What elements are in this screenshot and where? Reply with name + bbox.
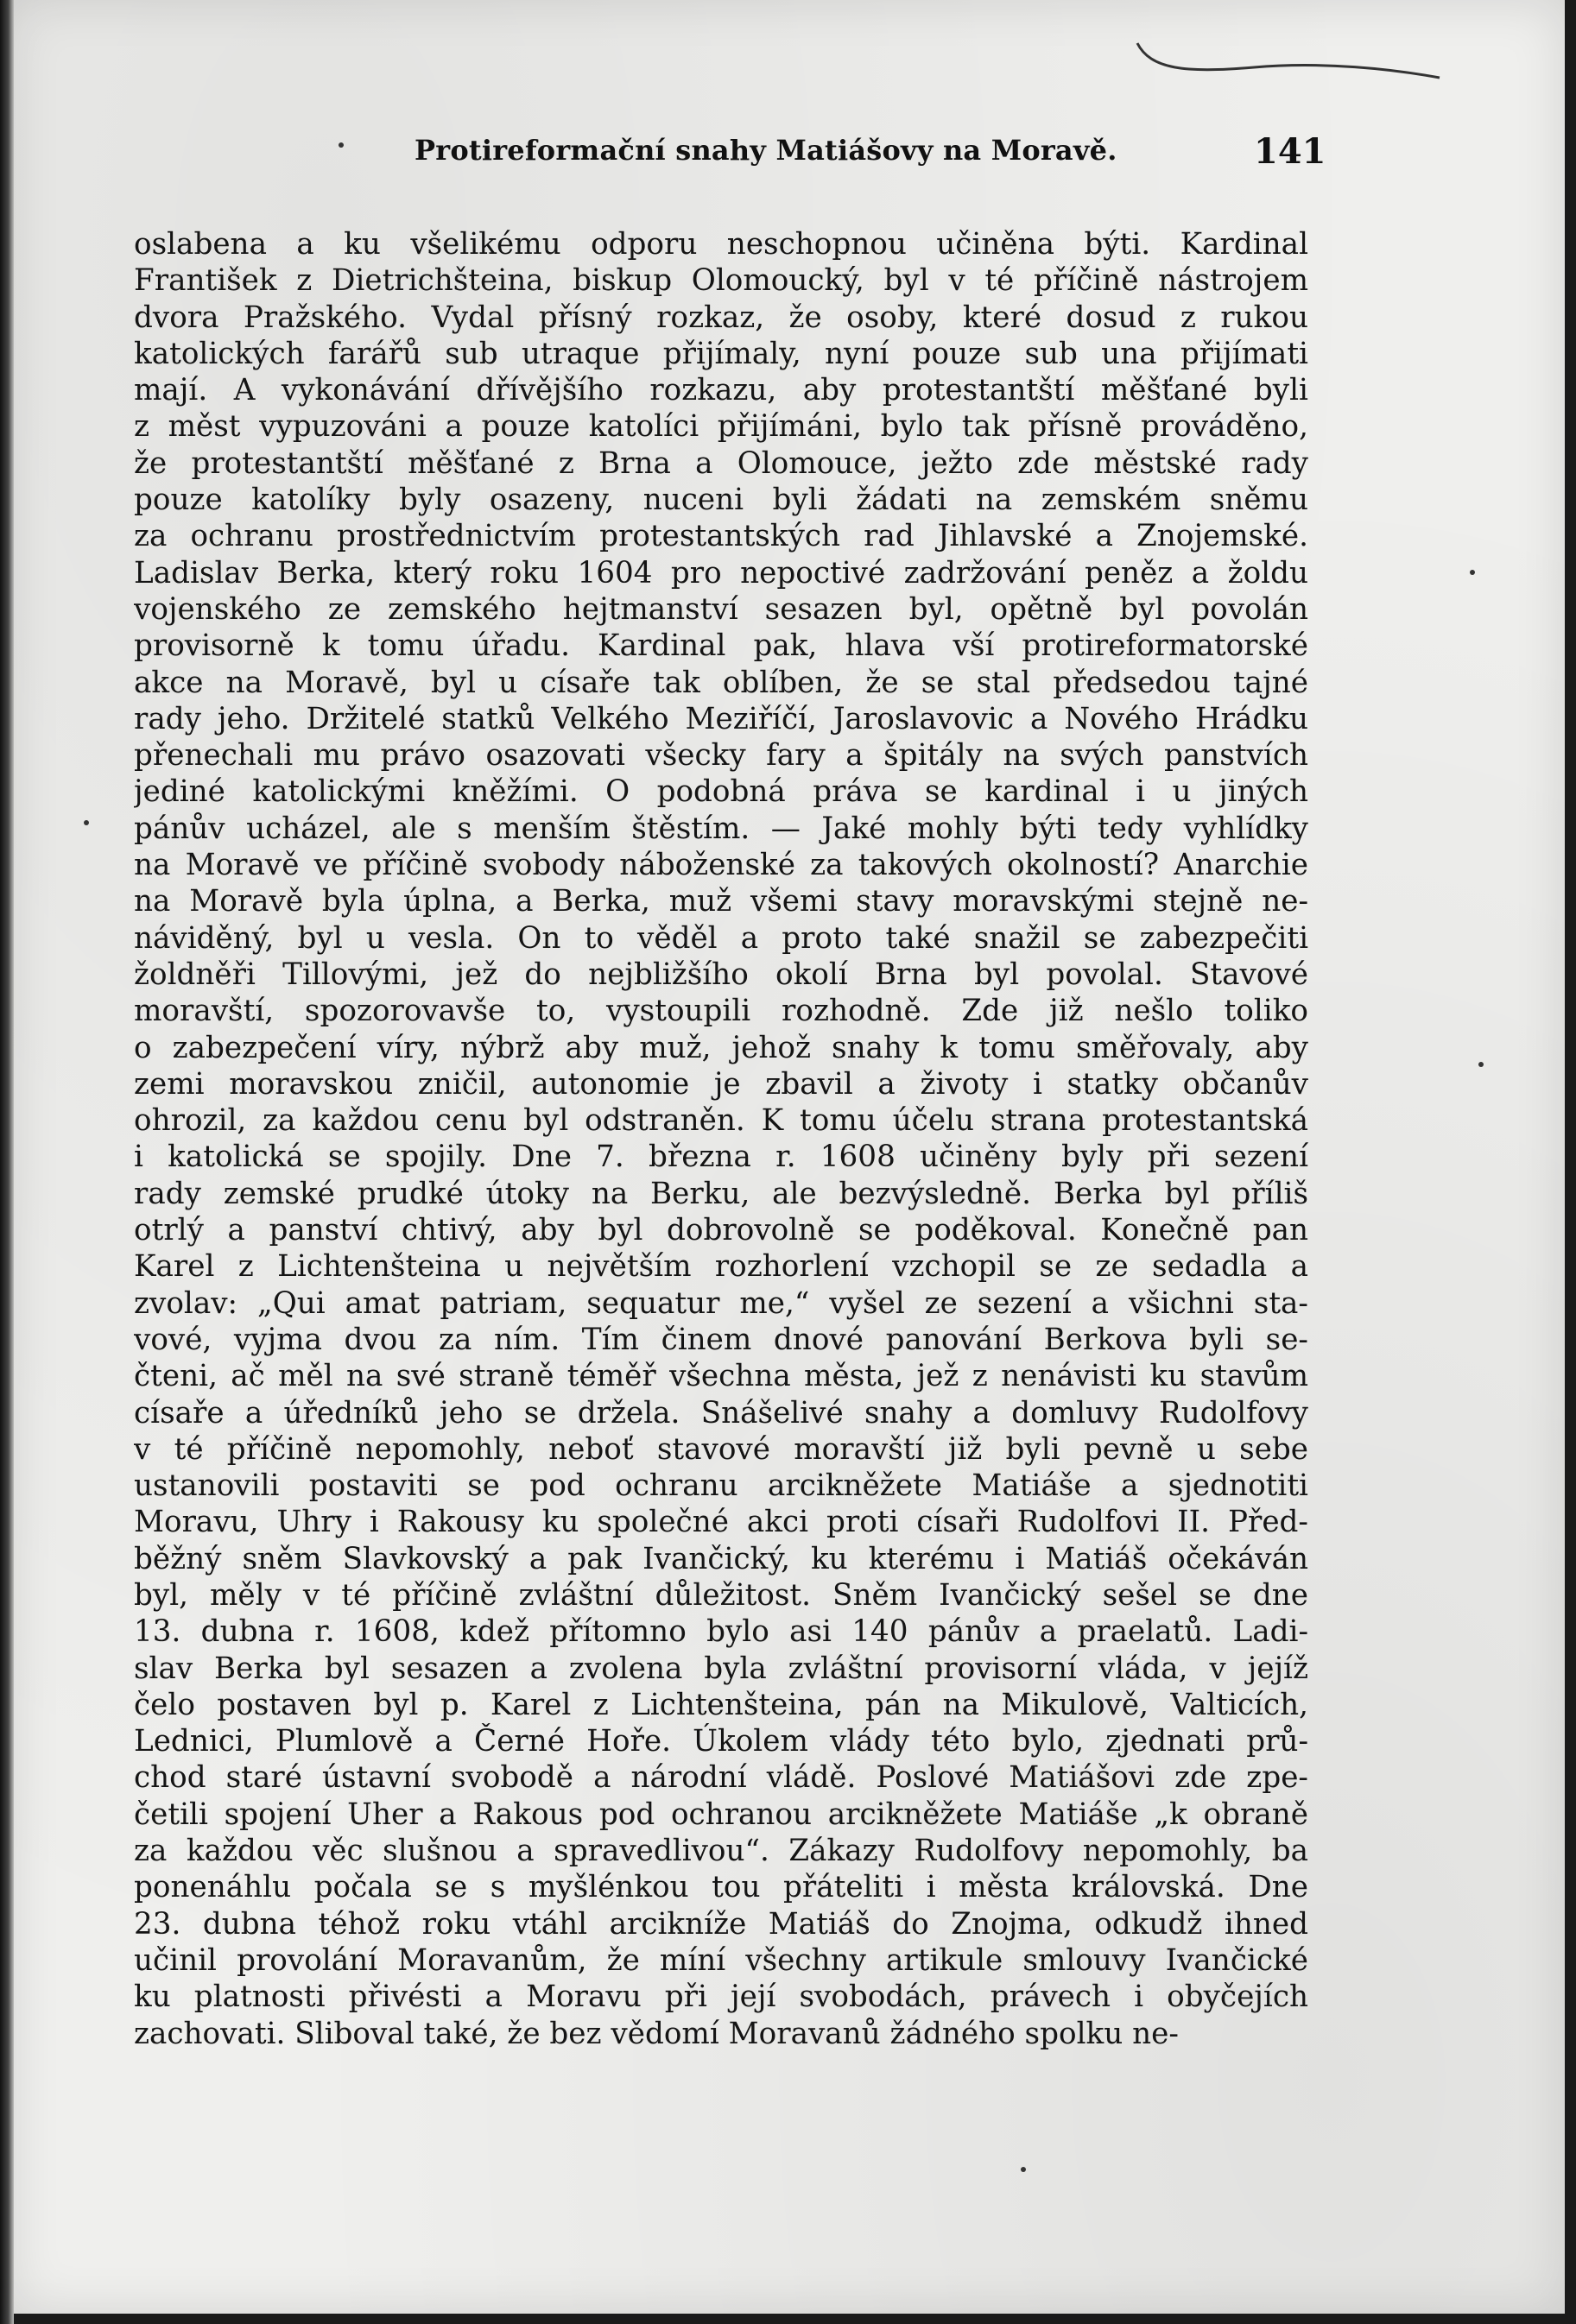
ink-speck (1478, 1062, 1484, 1067)
text-line: jediné katolickými kněžími. O podobná práva se kardinal i u jiných (134, 774, 1308, 810)
text-line: běžný sněm Slavkovský a pak Ivančický, ku kterému i Matiáš očekáván (134, 1541, 1308, 1576)
pencil-mark (1133, 35, 1444, 86)
text-line: pouze katolíky byly osazeny, nuceni byli žádati na zemském sněmu (134, 483, 1308, 518)
text-line: na Moravě byla úplna, a Berka, muž všemi stavy moravskými stejně ne- (134, 884, 1308, 919)
text-line: mají. A vykonávání dřívějšího rozkazu, aby protestantští měšťané byli (134, 373, 1308, 408)
text-line: učinil provolání Moravanům, že míní všechny artikule smlouvy Ivančické (134, 1942, 1308, 1978)
ink-speck (1021, 2167, 1026, 2172)
text-line: zachovati. Sliboval také, že bez vědomí Moravanů žádného spolku ne- (134, 2016, 1179, 2051)
text-line: v té příčině nepomohly, neboť stavové moravští již byli pevně u sebe (134, 1431, 1308, 1467)
text-line: císaře a úředníků jeho se držela. Snášelivé snahy a domluvy Rudolfovy (134, 1395, 1308, 1430)
text-line: otrlý a panství chtivý, aby byl dobrovolně se poděkoval. Konečně pan (134, 1213, 1308, 1248)
text-line: Karel z Lichtenšteina u největším rozhorlení vzchopil se ze sedadla a (134, 1249, 1308, 1285)
text-line: Ladislav Berka, který roku 1604 pro nepoctivé zadržování peněz a žoldu (134, 555, 1308, 590)
text-line: rady zemské prudké útoky na Berku, ale bezvýsledně. Berka byl příliš (134, 1176, 1308, 1211)
text-line: na Moravě ve příčině svobody náboženské za takových okolností? Anarchie (134, 848, 1308, 883)
body-text (134, 226, 1308, 2052)
page-edge-shadow (0, 0, 14, 2324)
text-line: za každou věc slušnou a spravedlivou“. Zákazy Rudolfovy nepomohly, ba (134, 1834, 1308, 1869)
text-line: žoldněři Tillovými, jež do nejbližšího okolí Brna byl povolal. Stavové (134, 957, 1308, 992)
text-line: Moravu, Uhry i Rakousy ku společné akci proti císaři Rudolfovi II. Před- (134, 1505, 1308, 1540)
running-title: Protireformační snahy Matiášovy na Moravě. (415, 134, 1117, 167)
text-line: z měst vypuzováni a pouze katolíci přijímáni, bylo tak přísně prováděno, (134, 409, 1308, 445)
page-number: 141 (1254, 131, 1326, 172)
text-line: čteni, ač měl na své straně téměř všechna města, jež z nenávisti ku stavům (134, 1359, 1308, 1394)
text-line: chod staré ústavní svobodě a národní vládě. Poslové Matiášovi zde zpe- (134, 1760, 1308, 1796)
text-line: rady jeho. Držitelé statků Velkého Meziříčí, Jaroslavovic a Nového Hrádku (134, 701, 1308, 736)
text-line: četili spojení Uher a Rakous pod ochranou arcikněžete Matiáše „k obraně (134, 1797, 1308, 1832)
text-line: ponenáhlu počala se s myšlénkou tou přáteliti i města královská. Dne (134, 1870, 1308, 1905)
text-line: vové, vyjma dvou za ním. Tím činem dnové panování Berkova byli se- (134, 1322, 1308, 1357)
text-line: přenechali mu právo osazovati všecky fary a špitály na svých panstvích (134, 738, 1308, 774)
text-line: ustanovili postaviti se pod ochranu arcikněžete Matiáše a sjednotiti (134, 1468, 1308, 1504)
ink-speck (84, 820, 89, 825)
text-line: náviděný, byl u vesla. On to věděl a proto také snažil se zabezpečiti (134, 920, 1308, 956)
text-line: byl, měly v té příčině zvláštní důležitost. Sněm Ivančický sešel se dne (134, 1577, 1308, 1613)
text-line: 23. dubna téhož roku vtáhl arcikníže Matiáš do Znojma, odkudž ihned (134, 1906, 1308, 1942)
text-line: katolických farářů sub utraque přijímaly, nyní pouze sub una přijímati (134, 336, 1308, 371)
text-line: 13. dubna r. 1608, kdež přítomno bylo asi 140 pánův a praelatů. Ladi- (134, 1614, 1308, 1650)
text-line: ku platnosti přivésti a Moravu při její svobodách, právech i obyčejích (134, 1980, 1308, 2015)
text-line: Lednici, Plumlově a Černé Hoře. Úkolem vlády této bylo, zjednati prů- (134, 1724, 1308, 1759)
text-line: oslabena a ku všelikému odporu neschopnou učiněna býti. Kardinal (134, 227, 1308, 262)
ink-speck (1470, 570, 1475, 575)
ink-speck (339, 142, 344, 148)
text-line: vojenského ze zemského hejtmanství sesazen byl, opětně byl povolán (134, 591, 1308, 627)
text-line: slav Berka byl sesazen a zvolena byla zvláštní provisorní vláda, v jejíž (134, 1651, 1308, 1686)
text-line: zemi moravskou zničil, autonomie je zbavil a životy i statky občanův (134, 1066, 1308, 1102)
text-line: zvolav: „Qui amat patriam, sequatur me,“ vyšel ze sezení a všichni sta- (134, 1285, 1308, 1321)
text-line: o zabezpečení víry, nýbrž aby muž, jehož snahy k tomu směřovaly, aby (134, 1030, 1308, 1065)
text-line: pánův ucházel, ale s menším štěstím. — Jaké mohly býti tedy vyhlídky (134, 811, 1308, 846)
text-line: za ochranu prostřednictvím protestantských rad Jihlavské a Znojemské. (134, 519, 1308, 554)
text-line: i katolická se spojily. Dne 7. března r. 1608 učiněny byly při sezení (134, 1140, 1308, 1175)
text-line: čelo postaven byl p. Karel z Lichtenšteina, pán na Mikulově, Valticích, (134, 1687, 1308, 1722)
text-line: moravští, spozorovavše to, vystoupili rozhodně. Zde již nešlo toliko (134, 994, 1308, 1029)
text-line: akce na Moravě, byl u císaře tak oblíben, že se stal předsedou tajné (134, 665, 1308, 700)
text-line: ohrozil, za každou cenu byl odstraněn. K tomu účelu strana protestantská (134, 1103, 1308, 1139)
text-line: dvora Pražského. Vydal přísný rozkaz, že osoby, které dosud z rukou (134, 300, 1308, 335)
text-line: František z Dietrichšteina, biskup Olomoucký, byl v té příčině nástrojem (134, 263, 1308, 299)
text-line: že protestantští měšťané z Brna a Olomouce, ježto zde městské rady (134, 445, 1308, 481)
text-line: provisorně k tomu úřadu. Kardinal pak, hlava vší protireformatorské (134, 628, 1308, 664)
